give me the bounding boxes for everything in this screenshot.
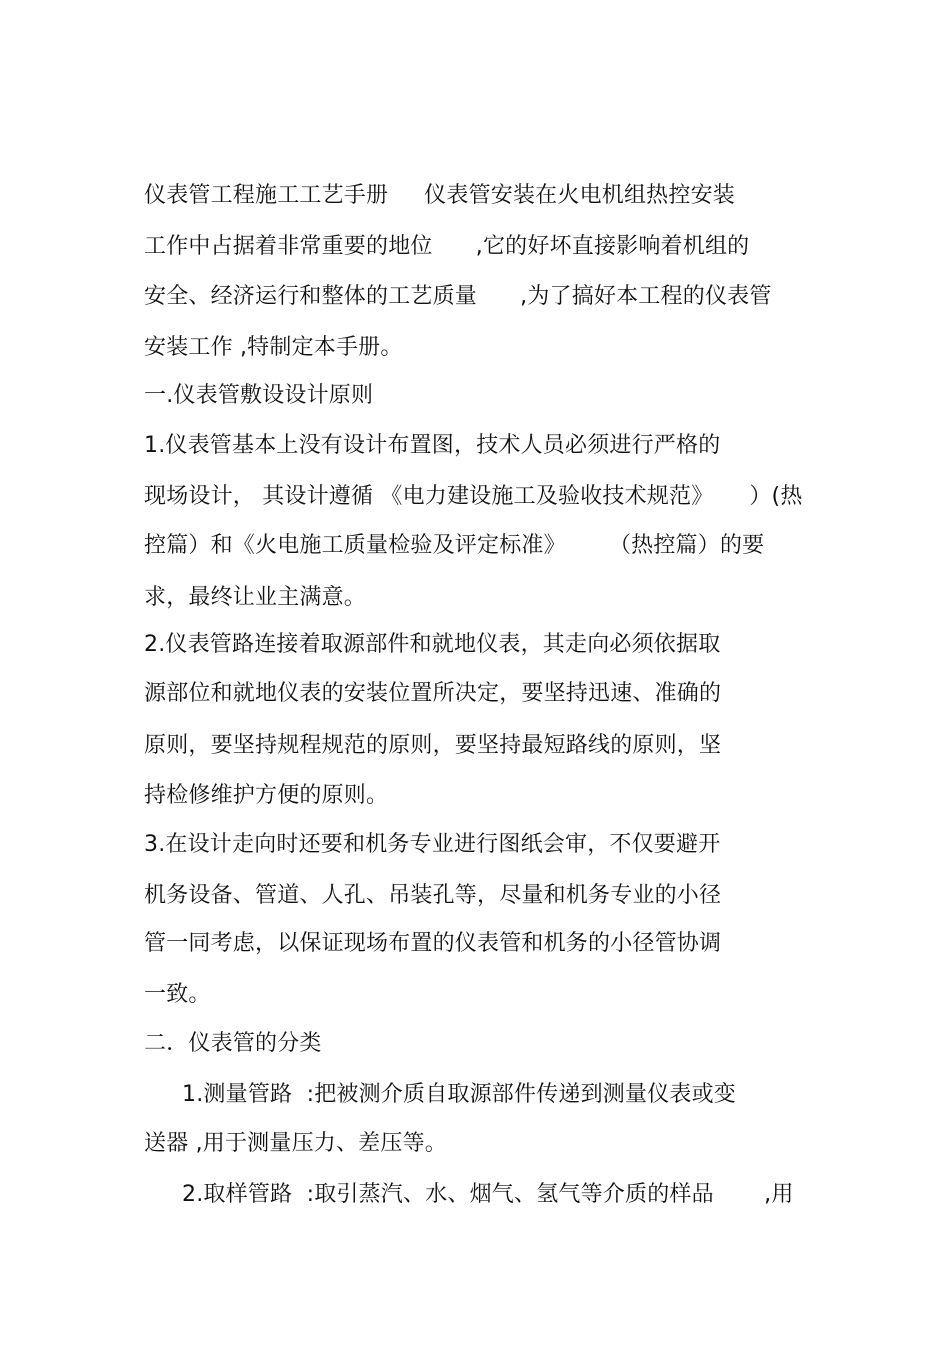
text-line: 机务设备、管道、人孔、吊装孔等，尽量和机务专业的小径 [144,883,722,908]
text-line: 持检修维护方便的原则。 [144,783,389,808]
text-line: 仪表管工程施工工艺手册 仪表管安装在火电机组热控安装 [144,183,735,208]
text-line: 送器 ,用于测量压力、差压等。 [144,1131,447,1156]
text-line: 现场设计， 其设计遵循 《电力建设施工及验收技术规范》 ）(热 [144,484,803,509]
text-line: 安全、经济运行和整体的工艺质量 ,为了搞好本工程的仪表管 [144,284,772,309]
section-heading: 二．仪表管的分类 [144,1031,322,1056]
text-line: 原则，要坚持规程规范的原则，要坚持最短路线的原则，坚 [144,733,722,758]
section-heading: 一.仪表管敷设设计原则 [144,383,374,408]
text-line: 2.取样管路 :取引蒸汽、水、烟气、氢气等介质的样品 ,用 [182,1182,794,1207]
text-line: 控篇）和《火电施工质量检验及评定标准》 （热控篇）的要 [144,533,765,558]
text-line: 管一同考虑，以保证现场布置的仪表管和机务的小径管协调 [144,931,722,956]
text-line: 2.仪表管路连接着取源部件和就地仪表，其走向必须依据取 [144,632,721,657]
text-line: 源部位和就地仪表的安装位置所决定，要坚持迅速、准确的 [144,681,722,706]
text-line: 一致。 [144,982,211,1007]
text-line: 1.测量管路 :把被测介质自取源部件传递到测量仪表或变 [182,1082,736,1107]
text-line: 安装工作 ,特制定本手册。 [144,335,403,360]
text-line: 求，最终让业主满意。 [144,585,367,610]
text-line: 1.仪表管基本上没有设计布置图，技术人员必须进行严格的 [144,433,721,458]
text-line: 3.在设计走向时还要和机务专业进行图纸会审，不仅要避开 [144,832,721,857]
text-line: 工作中占据着非常重要的地位 ,它的好坏直接影响着机组的 [144,234,750,259]
